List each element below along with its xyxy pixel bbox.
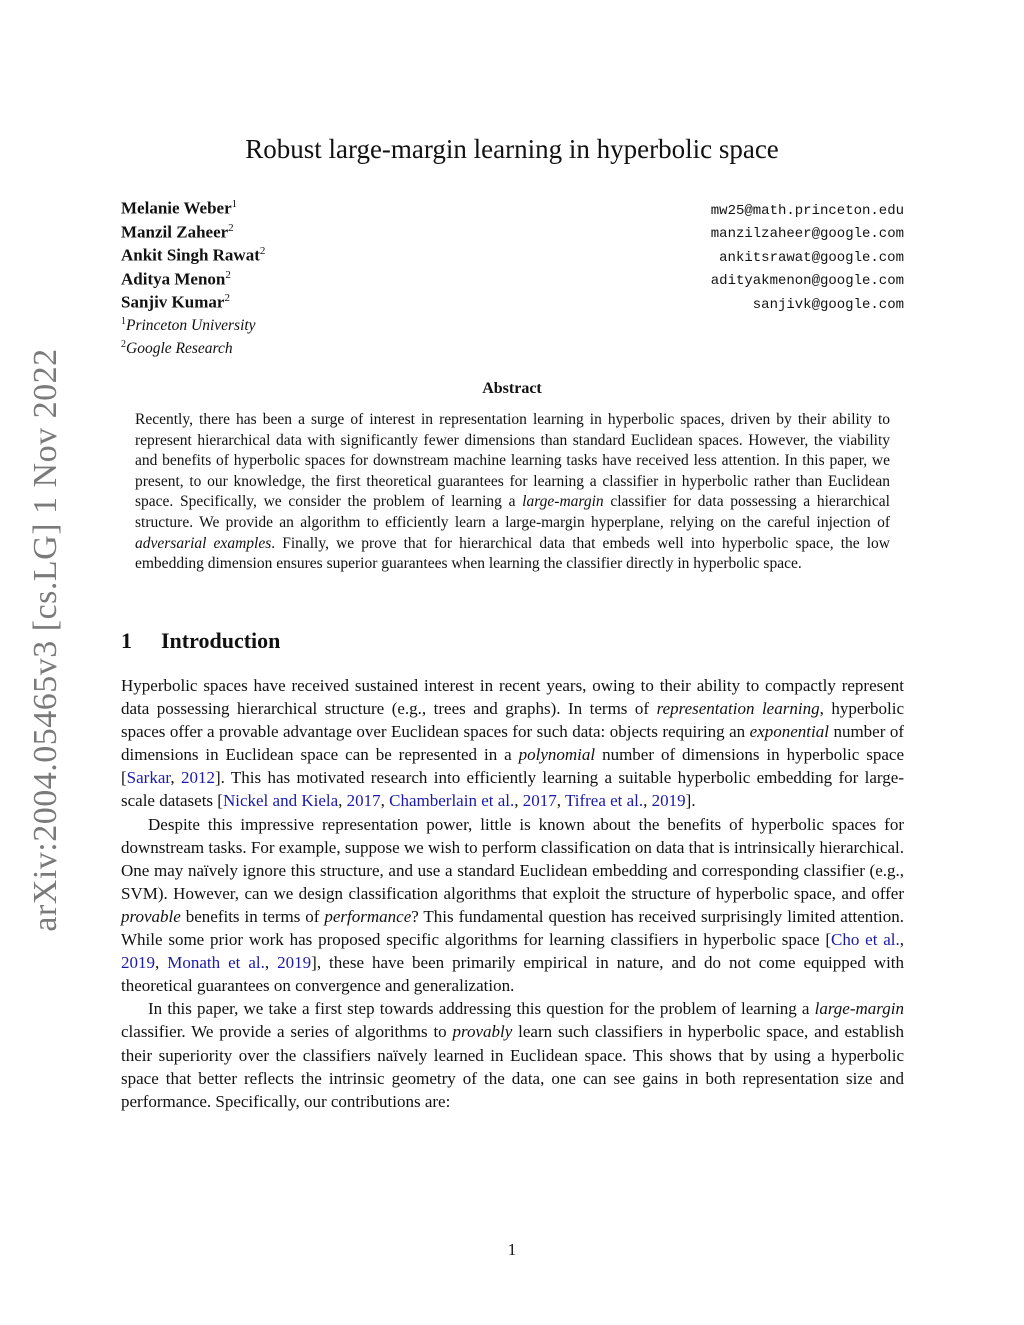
citation-link[interactable]: 2012	[180, 768, 215, 788]
paper-title: Robust large-margin learning in hyperbolic space	[245, 134, 779, 164]
citation-link[interactable]: Sarkar	[126, 768, 171, 788]
body-text	[121, 674, 904, 1113]
section-number: 1	[121, 628, 132, 653]
author-name: Melanie Weber$^1$	[121, 198, 238, 218]
section-title: Introduction	[161, 628, 281, 653]
citation-link[interactable]: Monath et al.	[167, 953, 265, 973]
author-row	[121, 198, 904, 222]
author-name: Sanjiv Kumar$^2$	[121, 292, 230, 312]
citation-link[interactable]: 2019	[277, 953, 312, 973]
author-row	[121, 292, 904, 316]
author-row	[121, 245, 904, 269]
paragraph: In this paper, we take a first step towards addressing this question for the problem of learning a large-margin classifier. We provide a series of algorithms to provably learn such classifiers in hyperbolic space, and establish their superiority over the classifiers naïvely learned in Euclidean space. This shows that by using a hyperbolic space that better reflects the intrinsic geometry of the data, one can see gains in both representation size and performance. Specifically, our contributions are:	[121, 999, 905, 1111]
abstract-text: Recently, there has been a surge of interest in representation learning in hyperbolic spaces, driven by their ability to represent hierarchical data with significantly fewer dimensions than standard Euclidean spaces. However, the viability and benefits of hyperbolic spaces for downstream machine learning tasks have received less attention. In this paper, we present, to our knowledge, the first theoretical guarantees for learning a classifier in hyperbolic rather than Euclidean space. Specifically, we consider the problem of learning a large-margin classifier for data possessing a hierarchical structure. We provide an algorithm to efficiently learn a large-margin hyperplane, relying on the careful injection of adversarial examples. Finally, we prove that for hierarchical data that embeds well into hyperbolic space, the low embedding dimension ensures superior guarantees when learning the classifier directly in hyperbolic space.	[135, 411, 890, 573]
citation-link[interactable]: Nickel and Kiela	[222, 791, 339, 811]
affiliation: $^1$Princeton University	[121, 315, 256, 334]
author-email[interactable]: sanjivk@google.com	[752, 296, 904, 313]
arxiv-identifier-stamp: arXiv:2004.05465v3 [cs.LG] 1 Nov 2022	[27, 348, 64, 932]
author-email[interactable]: mw25@math.princeton.edu	[710, 202, 904, 219]
citation-link[interactable]: Chamberlain et al.	[389, 791, 515, 811]
page-number: 1	[507, 1240, 517, 1259]
author-row	[121, 222, 904, 246]
section-heading	[121, 628, 280, 654]
citation-link[interactable]: 2019	[121, 953, 155, 973]
citation-link[interactable]: Cho et al.	[831, 930, 900, 950]
author-name: Aditya Menon$^2$	[121, 268, 231, 289]
abstract-heading: Abstract	[482, 380, 542, 397]
citation-link[interactable]: 2017	[346, 791, 381, 811]
citation-link[interactable]: 2019	[651, 791, 686, 811]
affiliation: $^2$Google Research	[121, 339, 233, 358]
author-block	[121, 198, 904, 363]
author-email[interactable]: adityakmenon@google.com	[710, 273, 904, 290]
author-name: Manzil Zaheer$^2$	[121, 221, 234, 242]
author-row	[121, 269, 904, 293]
author-name: Ankit Singh Rawat$^2$	[121, 245, 266, 265]
citation-link[interactable]: 2017	[522, 791, 557, 811]
citation-link[interactable]: Tifrea et al.	[564, 791, 644, 811]
author-email[interactable]: ankitsrawat@google.com	[719, 249, 904, 266]
author-email[interactable]: manzilzaheer@google.com	[710, 226, 904, 243]
paragraph: Despite this impressive representation power, little is known about the benefits of hyperbolic spaces for downstream tasks. For example, suppose we wish to perform classification on data that is intrinsically hierarchical. One may naïvely ignore this structure, and use a standard Euclidean embedding and corresponding classifier (e.g., SVM). However, can we design classification algorithms that exploit the structure of hyperbolic space, and offer provable benefits in terms of performance? This fundamental question has received surprisingly limited attention. While some prior work has proposed specific algorithms for learning classifiers in hyperbolic space [Cho et al., 2019, Monath et al., 2019], these have been primarily empirical in nature, and do not come equipped with theoretical guarantees on convergence and generalization.	[121, 814, 905, 996]
paragraph: Hyperbolic spaces have received sustained interest in recent years, owing to their ability to compactly represent data possessing hierarchical structure (e.g., trees and graphs). In terms of representation learning, hyperbolic spaces offer a provable advantage over Euclidean spaces for such data: objects requiring an exponential number of dimensions in Euclidean space can be represented in a polynomial number of dimensions in hyperbolic space [Sarkar, 2012]. This has motivated research into efficiently learning a suitable hyperbolic embedding for large-scale datasets [Nickel and Kiela, 2017, Chamberlain et al., 2017, Tifrea et al., 2019].	[121, 676, 905, 811]
